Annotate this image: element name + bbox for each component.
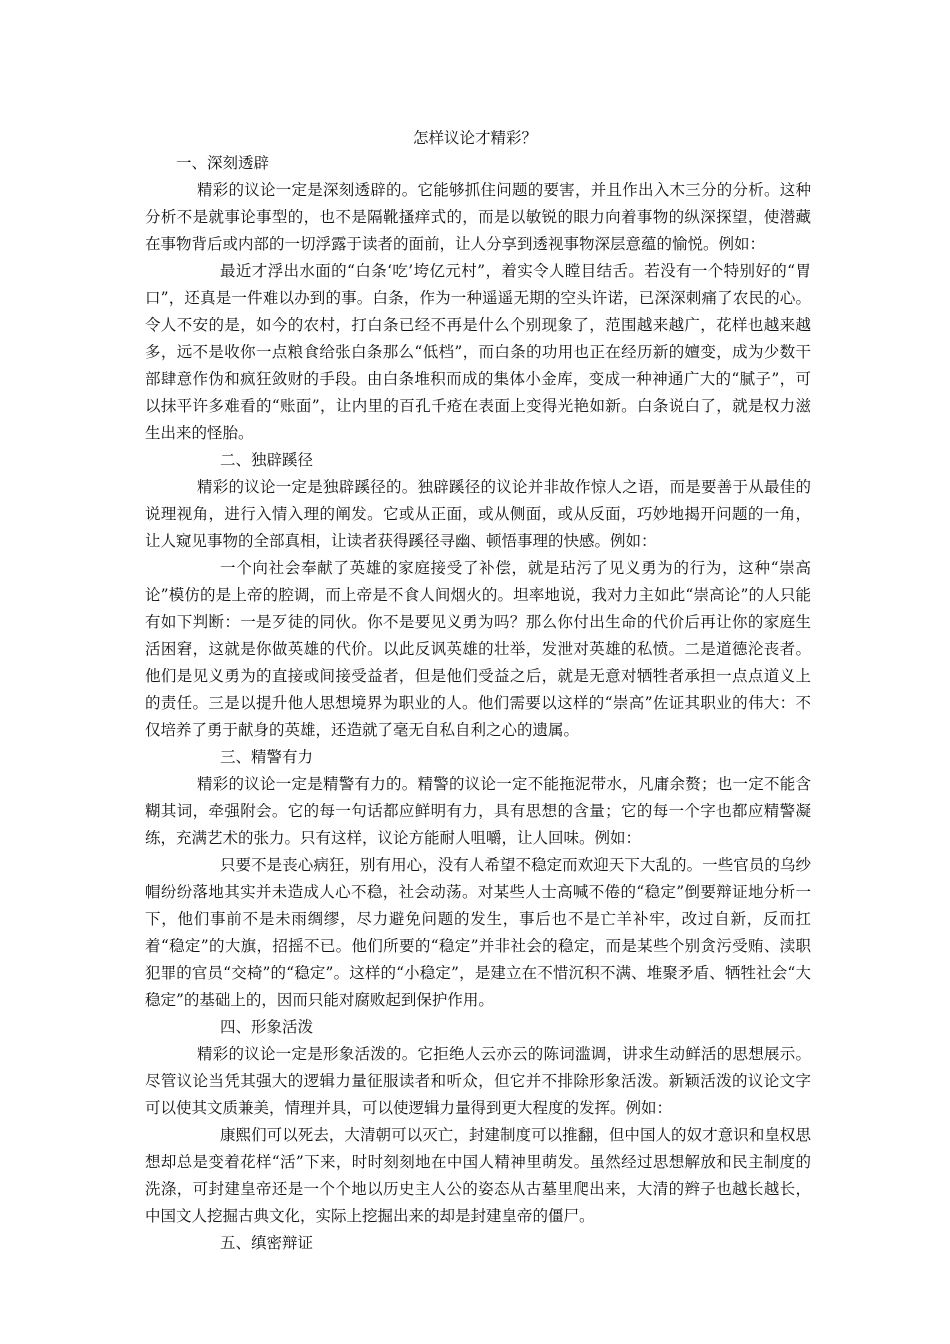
example-quote: 康熙们可以死去，大清朝可以灭亡，封建制度可以推翻，但中国人的奴才意识和皇权思想却总是变着花样“活”下来，时时刻刻地在中国人精神里萌发。虽然经过思想解放和民主制度的洗涤，可封建皇帝还是一个个地以历史主人公的姿态从古墓里爬出来，大清的辫子也越长越长，中国文人挖掘古典文化，实际上挖掘出来的却是封建皇帝的僵尸。 [145,1126,811,1225]
section-heading: 一、深刻透辟 [176,154,270,172]
example-quote: 一个向社会奉献了英雄的家庭接受了补偿，就是玷污了见义勇为的行为，这种“崇高论”模仿的是上帝的腔调，而上帝是不食人间烟火的。坦率地说，我对力主如此“崇高论”的人只能有如下判断：一是歹徒的同伙。你不是要见义勇为吗？那么你付出生命的代价后再让你的家庭生活困窘，这就是你做英雄的代价。以此反讽英雄的壮举，发泄对英雄的私愤。二是道德沦丧者。他们是见义勇为的直接或间接受益者，但是他们受益之后，就是无意对牺牲者承担一点点道义上的责任。三是以提升他人思想境界为职业的人。他们需要以这样的“崇高”佐证其职业的伟大：不仅培养了勇于献身的英雄，还造就了毫无自私自利之心的遗属。 [145,559,811,739]
section-paragraph: 精彩的议论一定是独辟蹊径的。独辟蹊径的议论并非故作惊人之语，而是要善于从最佳的说理视角，进行入情入理的阐发。它或从正面，或从侧面，或从反面，巧妙地揭开问题的一角，让人窥见事物的全部真相，让读者获得蹊径寻幽、顿悟事理的快感。例如： [145,478,811,550]
document-title: 怎样议论才精彩？ [412,129,537,147]
section-paragraph: 精彩的议论一定是深刻透辟的。它能够抓住问题的要害，并且作出入木三分的分析。这种分析不是就事论事型的，也不是隔靴搔痒式的，而是以敏锐的眼力向着事物的纵深探望，使潜藏在事物背后或内部的一切浮露于读者的面前，让人分享到透视事物深层意蕴的愉悦。例如： [145,181,811,253]
section-heading: 五、缜密辩证 [220,1234,314,1252]
example-quote: 最近才浮出水面的“白条‘吃’垮亿元村”，着实令人瞠目结舌。若没有一个特别好的“胃口”，还真是一件难以办到的事。白条，作为一种遥遥无期的空头许诺，已深深刺痛了农民的心。令人不安的是，如今的农村，打白条已经不再是什么个别现象了，范围越来越广，花样也越来越多，远不是收你一点粮食给张白条那么“低档”，而白条的功用也正在经历新的嬗变，成为少数干部肆意作伪和疯狂敛财的手段。由白条堆积而成的集体小金库，变成一种神通广大的“腻子”，可以抹平许多难看的“账面”，让内里的百孔千疮在表面上变得光艳如新。白条说白了，就是权力滋生出来的怪胎。 [145,262,811,442]
document-body [145,150,811,1257]
section-paragraph: 精彩的议论一定是精警有力的。精警的议论一定不能拖泥带水，凡庸余赘；也一定不能含糊其词，牵强附会。它的每一句话都应鲜明有力，具有思想的含量；它的每一个字也都应精警凝练，充满艺术的张力。只有这样，议论方能耐人咀嚼，让人回味。例如： [145,775,811,847]
section-heading: 三、精警有力 [220,748,314,766]
example-quote: 只要不是丧心病狂，别有用心，没有人希望不稳定而欢迎天下大乱的。一些官员的乌纱帽纷纷落地其实并未造成人心不稳，社会动荡。对某些人士高喊不倦的“稳定”倒要辩证地分析一下，他们事前不是未雨绸缪，尽力避免问题的发生，事后也不是亡羊补牢，改过自新，反而扛着“稳定”的大旗，招摇不已。他们所要的“稳定”并非社会的稳定，而是某些个别贪污受贿、渎职犯罪的官员“交椅”的“稳定”。这样的“小稳定”，是建立在不惜沉积不满、堆聚矛盾、牺牲社会“大稳定”的基础上的，因而只能对腐败起到保护作用。 [145,856,811,1009]
section-paragraph: 精彩的议论一定是形象活泼的。它拒绝人云亦云的陈词滥调，讲求生动鲜活的思想展示。尽管议论当凭其强大的逻辑力量征服读者和听众，但它并不排除形象活泼。新颖活泼的议论文字可以使其文质兼美，情理并具，可以使逻辑力量得到更大程度的发挥。例如： [145,1045,811,1117]
section-heading: 四、形象活泼 [220,1018,314,1036]
section-heading: 二、独辟蹊径 [220,451,314,469]
